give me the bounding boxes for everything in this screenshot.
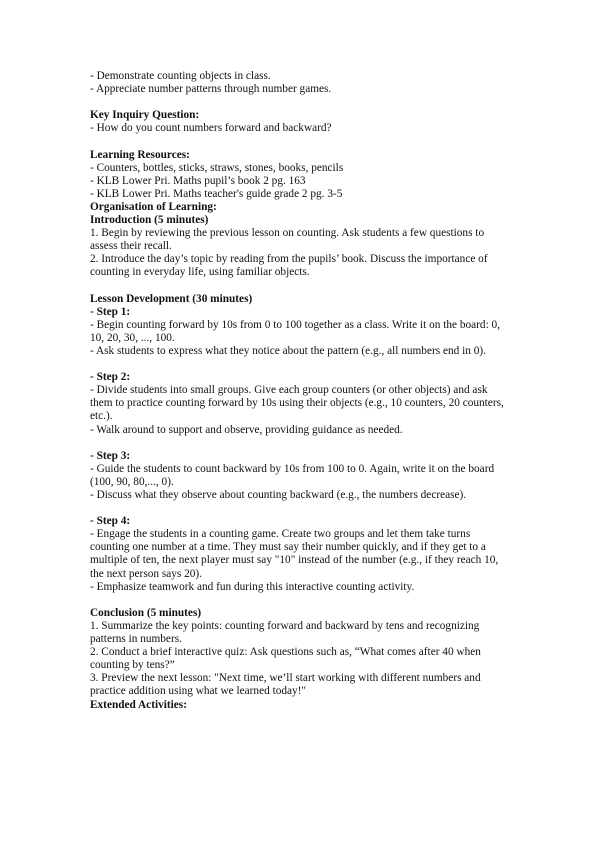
step-block	[90, 306, 510, 358]
extended-activities-section	[90, 699, 510, 712]
conclusion-heading: Conclusion (5 minutes)	[90, 606, 202, 619]
organisation-section	[90, 201, 510, 280]
step-title: - Step 1:	[90, 305, 131, 318]
introduction-heading: Introduction (5 minutes)	[90, 214, 209, 227]
resource-item: - KLB Lower Pri. Maths teacher's guide grade 2 pg. 3-5	[90, 187, 343, 200]
step-title: - Step 2:	[90, 371, 131, 384]
conclusion-item: 3. Preview the next lesson: "Next time, we’ll start working with different numbers and practice addition using what we learned today!"	[90, 672, 481, 698]
lesson-development-heading: Lesson Development (30 minutes)	[90, 292, 253, 305]
introduction-item: 1. Begin by reviewing the previous lesson on counting. Ask students a few questions to assess their recall.	[90, 227, 485, 253]
key-inquiry-section	[90, 109, 510, 135]
step-item: - Ask students to express what they notice about the pattern (e.g., all numbers end in 0).	[90, 344, 486, 357]
step-item: - Engage the students in a counting game. Create two groups and let them take turns counting one number at a time. They must say their number quickly, and if they get to a multiple of ten, the next player must say "10" instead of the number (e.g., if they reach 10, the next person says 20).	[90, 528, 499, 580]
objective-item: - Appreciate number patterns through number games.	[90, 83, 332, 96]
lesson-plan-page	[90, 70, 510, 712]
lesson-development-section	[90, 293, 510, 594]
conclusion-item: 2. Conduct a brief interactive quiz: Ask questions such as, “What comes after 40 when counting by tens?”	[90, 646, 481, 672]
step-block	[90, 371, 510, 436]
objectives-list	[90, 70, 510, 96]
step-block	[90, 450, 510, 502]
conclusion-section	[90, 607, 510, 699]
conclusion-item: 1. Summarize the key points: counting forward and backward by tens and recognizing patterns in numbers.	[90, 619, 480, 646]
resources-heading: Learning Resources:	[90, 148, 190, 161]
resource-item: - Counters, bottles, sticks, straws, stones, books, pencils	[90, 161, 344, 174]
step-title: - Step 4:	[90, 515, 131, 528]
step-item: - Discuss what they observe about counting backward (e.g., the numbers decrease).	[90, 489, 467, 501]
organisation-heading: Organisation of Learning:	[90, 200, 217, 213]
step-item: - Begin counting forward by 10s from 0 to 100 together as a class. Write it on the board: 0, 10, 20, 30, ..., 100.	[90, 318, 501, 344]
step-title: - Step 3:	[90, 449, 131, 462]
step-item: - Walk around to support and observe, providing guidance as needed.	[90, 423, 403, 436]
resource-item: - KLB Lower Pri. Maths pupil’s book 2 pg. 163	[90, 174, 306, 187]
introduction-item: 2. Introduce the day’s topic by reading from the pupils’ book. Discuss the importance of counting in everyday life, using familiar objects.	[90, 253, 488, 279]
step-item: - Divide students into small groups. Give each group counters (or other objects) and ask them to practice counting forward by 10s using their objects (e.g., 10 counters, 20 counters, etc.).	[90, 384, 504, 423]
objective-item: - Demonstrate counting objects in class.	[90, 70, 271, 82]
step-item: - Emphasize teamwork and fun during this interactive counting activity.	[90, 580, 415, 593]
resources-section	[90, 149, 510, 201]
key-inquiry-question: - How do you count numbers forward and backward?	[90, 122, 332, 135]
key-inquiry-heading: Key Inquiry Question:	[90, 109, 200, 122]
step-block	[90, 515, 510, 594]
extended-activities-heading: Extended Activities:	[90, 698, 187, 711]
step-item: - Guide the students to count backward by 10s from 100 to 0. Again, write it on the board (100, 90, 80,..., 0).	[90, 462, 495, 488]
